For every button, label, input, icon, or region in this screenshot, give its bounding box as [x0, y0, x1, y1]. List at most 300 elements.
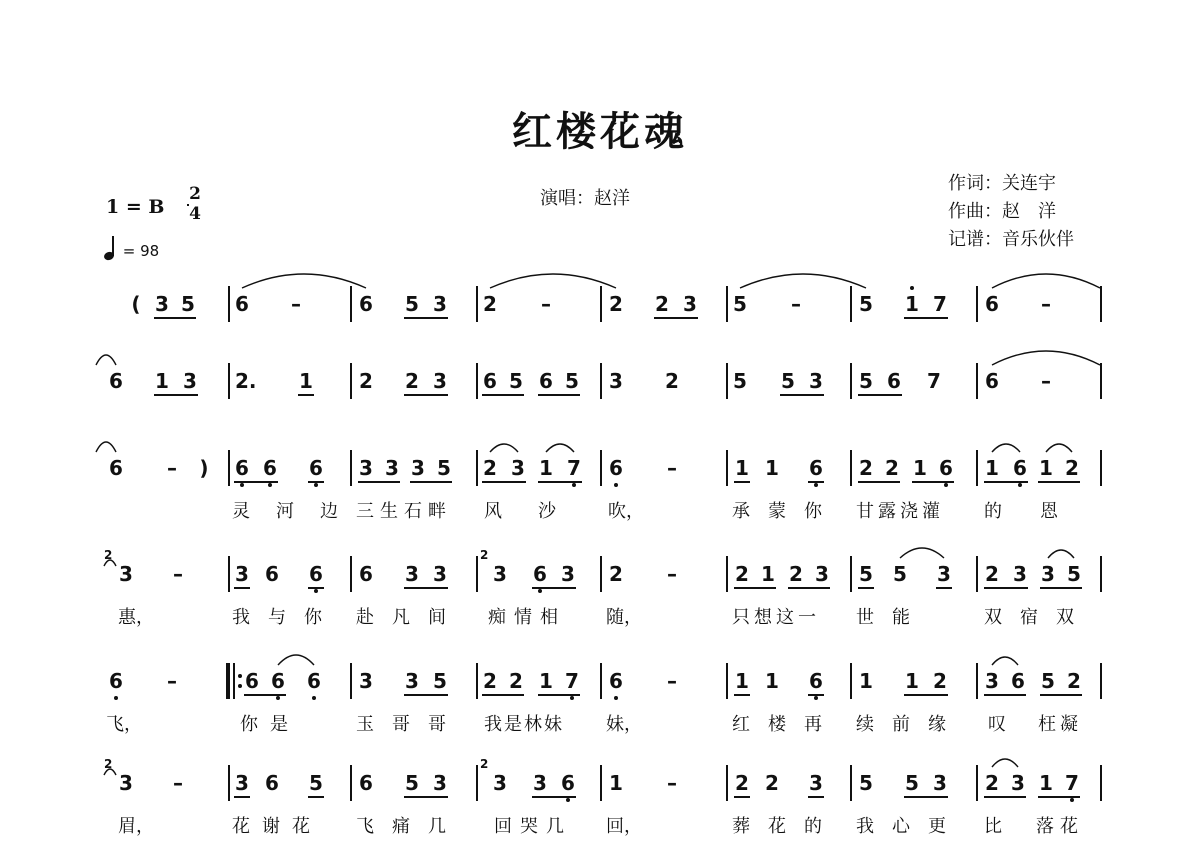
note: 6 [109, 456, 123, 480]
repeat-thin-bar [233, 663, 235, 699]
note: 6 [609, 456, 623, 480]
barline [350, 663, 352, 699]
note: 5 [781, 369, 795, 393]
beam-underline [858, 587, 874, 589]
note: 5 [733, 292, 747, 316]
octave-dot-below [312, 696, 316, 700]
note: 1 [905, 669, 919, 693]
note: 6 [309, 456, 323, 480]
note: 2 [483, 456, 497, 480]
note: – [173, 771, 183, 795]
barline [1100, 663, 1102, 699]
barline [228, 765, 230, 801]
octave-dot-below [1018, 483, 1022, 487]
note: 5 [859, 292, 873, 316]
octave-dot-below [814, 483, 818, 487]
slur-arc [102, 767, 118, 777]
note: – [667, 771, 677, 795]
note: 1 [735, 669, 749, 693]
lyric-text: 落花 [1036, 816, 1084, 837]
singer-credit: 演唱：赵洋 [540, 188, 630, 209]
note: 6 [809, 669, 823, 693]
barline [476, 286, 478, 322]
note: 3 [405, 562, 419, 586]
note: 3 [119, 562, 133, 586]
beam-underline [984, 796, 1026, 798]
note: – [167, 669, 177, 693]
lyric-text: 赴凡间 [356, 607, 464, 628]
beam-underline [654, 317, 698, 319]
note: 6 [109, 669, 123, 693]
barline [350, 450, 352, 486]
octave-dot-below [944, 483, 948, 487]
barline [228, 450, 230, 486]
note: 3 [1011, 771, 1025, 795]
barline [976, 450, 978, 486]
beam-underline [234, 481, 278, 483]
beam-underline [1040, 694, 1082, 696]
quarter-note-icon [104, 236, 118, 260]
repeat-dot [238, 684, 242, 688]
barline [726, 363, 728, 399]
lyric-text: 比 [984, 816, 1002, 837]
barline [476, 765, 478, 801]
lyric-text: 甘露浇灌 [856, 501, 944, 522]
note: – [167, 456, 177, 480]
barline [850, 450, 852, 486]
note: 6 [307, 669, 321, 693]
lyric-text: 花谢花 [232, 816, 322, 837]
note: 3 [815, 562, 829, 586]
note: 6 [235, 292, 249, 316]
note: 1 [609, 771, 623, 795]
beam-underline [308, 796, 324, 798]
barline [976, 765, 978, 801]
note: 1 [1039, 456, 1053, 480]
lyric-text: 你是 [240, 714, 300, 735]
beam-underline [734, 796, 750, 798]
credits [948, 170, 1074, 254]
note: 6 [561, 771, 575, 795]
beam-underline [154, 394, 198, 396]
beam-underline [404, 587, 448, 589]
barline [850, 363, 852, 399]
note: 2 [509, 669, 523, 693]
slur-arc [990, 655, 1020, 667]
note: 2 [859, 456, 873, 480]
lyric-text: 的 [984, 501, 1002, 522]
note: 3 [411, 456, 425, 480]
slur-arc [1046, 548, 1076, 560]
lyric-text: 双宿双 [984, 607, 1092, 628]
beam-underline [1038, 481, 1080, 483]
beam-underline [984, 481, 1028, 483]
barline [600, 765, 602, 801]
note: 5 [405, 292, 419, 316]
note: 6 [539, 369, 553, 393]
note: 1 [539, 669, 553, 693]
beam-underline [404, 317, 448, 319]
note: 1 [913, 456, 927, 480]
beam-underline [780, 394, 824, 396]
slur-arc [544, 442, 576, 454]
lyric-text: 我是林妹 [484, 714, 564, 735]
slur-arc [1044, 442, 1074, 454]
beam-underline [984, 694, 1026, 696]
slur-arc [488, 442, 520, 454]
note: 2 [359, 369, 373, 393]
note: 6 [939, 456, 953, 480]
slur-arc [488, 272, 618, 290]
note: – [541, 292, 551, 316]
beam-underline [858, 394, 902, 396]
barline [228, 286, 230, 322]
note: 2 [735, 771, 749, 795]
slur-arc [94, 353, 118, 367]
barline [850, 286, 852, 322]
note: – [667, 669, 677, 693]
beam-underline [984, 587, 1028, 589]
octave-dot-below [268, 483, 272, 487]
note: 3 [561, 562, 575, 586]
barline [350, 363, 352, 399]
note: 6 [265, 562, 279, 586]
note: – [667, 562, 677, 586]
note: 6 [985, 292, 999, 316]
slur-arc [990, 349, 1102, 367]
note: 1 [765, 456, 779, 480]
note: 5 [1067, 562, 1081, 586]
note: 5 [437, 456, 451, 480]
note: 3 [609, 369, 623, 393]
barline [476, 663, 478, 699]
barline [726, 663, 728, 699]
beam-underline [482, 694, 524, 696]
beam-underline [482, 481, 526, 483]
note: 3 [385, 456, 399, 480]
beam-underline [858, 481, 900, 483]
barline [976, 663, 978, 699]
note: 2 [665, 369, 679, 393]
lyric-text: 吹， [608, 501, 644, 522]
lyric-text: 妹， [606, 714, 642, 735]
note: 1 [859, 669, 873, 693]
note: ) [199, 456, 209, 480]
grace-note: 2 [480, 548, 489, 562]
note: 2 [483, 292, 497, 316]
note: – [1041, 369, 1051, 393]
lyric-text: 惠， [118, 607, 154, 628]
beam-underline [1040, 587, 1082, 589]
barline [850, 765, 852, 801]
octave-dot-below [314, 483, 318, 487]
beam-underline [808, 796, 824, 798]
note: 5 [859, 771, 873, 795]
note: – [1041, 292, 1051, 316]
beam-underline [912, 481, 954, 483]
beam-underline [298, 394, 314, 396]
slur-arc [990, 442, 1022, 454]
note: 6 [309, 562, 323, 586]
note: – [291, 292, 301, 316]
barline [350, 286, 352, 322]
barline [850, 663, 852, 699]
note: 6 [263, 456, 277, 480]
octave-dot-above [910, 286, 914, 290]
note: 3 [683, 292, 697, 316]
beam-underline [538, 481, 582, 483]
note: 5 [405, 771, 419, 795]
note: 2 [985, 771, 999, 795]
lyric-text: 风 [484, 501, 502, 522]
key-signature: 1 = B [106, 196, 165, 218]
slur-arc [94, 440, 118, 454]
lyric-text: 回哭几 [494, 816, 572, 837]
beam-underline [734, 587, 776, 589]
note: 6 [887, 369, 901, 393]
note: 6 [1013, 456, 1027, 480]
grace-note: 2 [104, 757, 113, 771]
note: 7 [567, 456, 581, 480]
barline [228, 556, 230, 592]
note: 2 [609, 292, 623, 316]
lyric-text: 玉哥哥 [356, 714, 464, 735]
note: 2 [405, 369, 419, 393]
note: 3 [511, 456, 525, 480]
beam-underline [404, 796, 448, 798]
note: 2. [235, 369, 257, 393]
note: 2 [1067, 669, 1081, 693]
beam-underline [410, 481, 452, 483]
barline [976, 286, 978, 322]
note: 7 [933, 292, 947, 316]
lyric-text: 叹 [988, 714, 1006, 735]
note: 3 [155, 292, 169, 316]
composer-credit: 作曲：赵 洋 [948, 201, 1056, 222]
note: 3 [493, 562, 507, 586]
barline [228, 363, 230, 399]
note: 6 [359, 562, 373, 586]
note: 3 [985, 669, 999, 693]
octave-dot-below [240, 483, 244, 487]
note: 1 [539, 456, 553, 480]
song-title: 红楼花魂 [512, 108, 688, 155]
note: ( [131, 292, 141, 316]
barline [600, 363, 602, 399]
beam-underline [532, 587, 576, 589]
beam-underline [538, 394, 580, 396]
beam-underline [234, 796, 250, 798]
octave-dot-below [572, 483, 576, 487]
transcriber-credit: 记谱：音乐伙伴 [948, 229, 1074, 250]
barline [1100, 765, 1102, 801]
barline [1100, 363, 1102, 399]
barline [1100, 556, 1102, 592]
note: 1 [985, 456, 999, 480]
lyric-text: 红楼再 [732, 714, 840, 735]
note: 6 [1011, 669, 1025, 693]
beam-underline [936, 587, 952, 589]
barline [976, 556, 978, 592]
barline [726, 450, 728, 486]
note: 3 [433, 369, 447, 393]
beam-underline [308, 587, 324, 589]
octave-dot-below [276, 696, 280, 700]
note: 3 [1041, 562, 1055, 586]
note: 3 [809, 369, 823, 393]
beam-underline [734, 481, 750, 483]
note: – [173, 562, 183, 586]
note: 3 [933, 771, 947, 795]
beam-underline [244, 694, 286, 696]
note: 3 [405, 669, 419, 693]
octave-dot-below [1070, 798, 1074, 802]
lyric-text: 眉， [118, 816, 154, 837]
barline [476, 450, 478, 486]
note: 6 [271, 669, 285, 693]
grace-note: 2 [104, 548, 113, 562]
note: 5 [859, 369, 873, 393]
note: 6 [809, 456, 823, 480]
barline [850, 556, 852, 592]
note: 3 [493, 771, 507, 795]
barline [1100, 450, 1102, 486]
barline [726, 556, 728, 592]
beam-underline [482, 394, 524, 396]
note: 5 [893, 562, 907, 586]
lyric-text: 飞， [106, 714, 142, 735]
lyric-text: 世能 [856, 607, 928, 628]
slur-arc [990, 757, 1020, 769]
note: 2 [933, 669, 947, 693]
note: 6 [109, 369, 123, 393]
barline [476, 556, 478, 592]
note: 2 [1065, 456, 1079, 480]
note: 6 [533, 562, 547, 586]
note: 5 [181, 292, 195, 316]
beam-underline [308, 481, 324, 483]
note: 1 [735, 456, 749, 480]
note: 2 [765, 771, 779, 795]
note: – [667, 456, 677, 480]
beam-underline [904, 317, 948, 319]
tempo-mark: = 98 [104, 236, 159, 260]
note: 3 [359, 669, 373, 693]
lyric-text: 承蒙你 [732, 501, 840, 522]
beam-underline [234, 587, 250, 589]
slur-arc [898, 546, 946, 560]
lyric-text: 恩 [1040, 501, 1058, 522]
octave-dot-below [538, 589, 542, 593]
beam-underline [1038, 796, 1080, 798]
lyricist-credit: 作词：关连宇 [948, 173, 1056, 194]
time-signature: 2 4 [186, 184, 204, 224]
beam-underline [808, 694, 824, 696]
note: 5 [309, 771, 323, 795]
lyric-text: 飞痛几 [356, 816, 464, 837]
lyric-text: 痴情相 [488, 607, 566, 628]
note: 1 [299, 369, 313, 393]
note: 3 [433, 292, 447, 316]
note: 5 [1041, 669, 1055, 693]
note: 2 [735, 562, 749, 586]
note: 3 [119, 771, 133, 795]
lyric-text: 三生石畔 [356, 501, 452, 522]
note: 3 [433, 562, 447, 586]
note: 7 [1065, 771, 1079, 795]
note: 7 [565, 669, 579, 693]
beam-underline [788, 587, 830, 589]
note: 2 [655, 292, 669, 316]
octave-dot-below [570, 696, 574, 700]
note: 6 [985, 369, 999, 393]
barline [350, 556, 352, 592]
key-and-meter [106, 184, 201, 224]
note: 1 [155, 369, 169, 393]
note: 3 [359, 456, 373, 480]
barline [476, 363, 478, 399]
note: 2 [789, 562, 803, 586]
note: 3 [433, 771, 447, 795]
note: 5 [565, 369, 579, 393]
note: 3 [809, 771, 823, 795]
barline [600, 556, 602, 592]
barline [350, 765, 352, 801]
barline [726, 765, 728, 801]
note: 5 [433, 669, 447, 693]
beam-underline [154, 317, 196, 319]
note: 5 [509, 369, 523, 393]
note: 1 [765, 669, 779, 693]
note: 3 [1013, 562, 1027, 586]
lyric-text: 葬花的 [732, 816, 840, 837]
octave-dot-below [614, 696, 618, 700]
octave-dot-below [314, 589, 318, 593]
note: 6 [235, 456, 249, 480]
slur-arc [102, 558, 118, 568]
barline [600, 663, 602, 699]
beam-underline [532, 796, 576, 798]
lyric-text: 我心更 [856, 816, 964, 837]
note: 6 [359, 292, 373, 316]
beam-underline [734, 694, 750, 696]
note: 1 [905, 292, 919, 316]
octave-dot-below [114, 696, 118, 700]
note: 6 [359, 771, 373, 795]
slur-arc [240, 272, 368, 290]
beam-underline [404, 694, 448, 696]
lyric-text: 续前缘 [856, 714, 964, 735]
beam-underline [358, 481, 400, 483]
note: 6 [483, 369, 497, 393]
note: 3 [235, 562, 249, 586]
note: 3 [533, 771, 547, 795]
lyric-text: 我与你 [232, 607, 340, 628]
lyric-text: 枉凝 [1038, 714, 1082, 735]
note: 3 [235, 771, 249, 795]
octave-dot-below [614, 483, 618, 487]
note: 1 [761, 562, 775, 586]
grace-note: 2 [480, 757, 489, 771]
note: 3 [183, 369, 197, 393]
slur-arc [276, 653, 316, 667]
note: 2 [985, 562, 999, 586]
octave-dot-below [566, 798, 570, 802]
note: 2 [483, 669, 497, 693]
note: 5 [733, 369, 747, 393]
note: 6 [245, 669, 259, 693]
beam-underline [808, 481, 824, 483]
